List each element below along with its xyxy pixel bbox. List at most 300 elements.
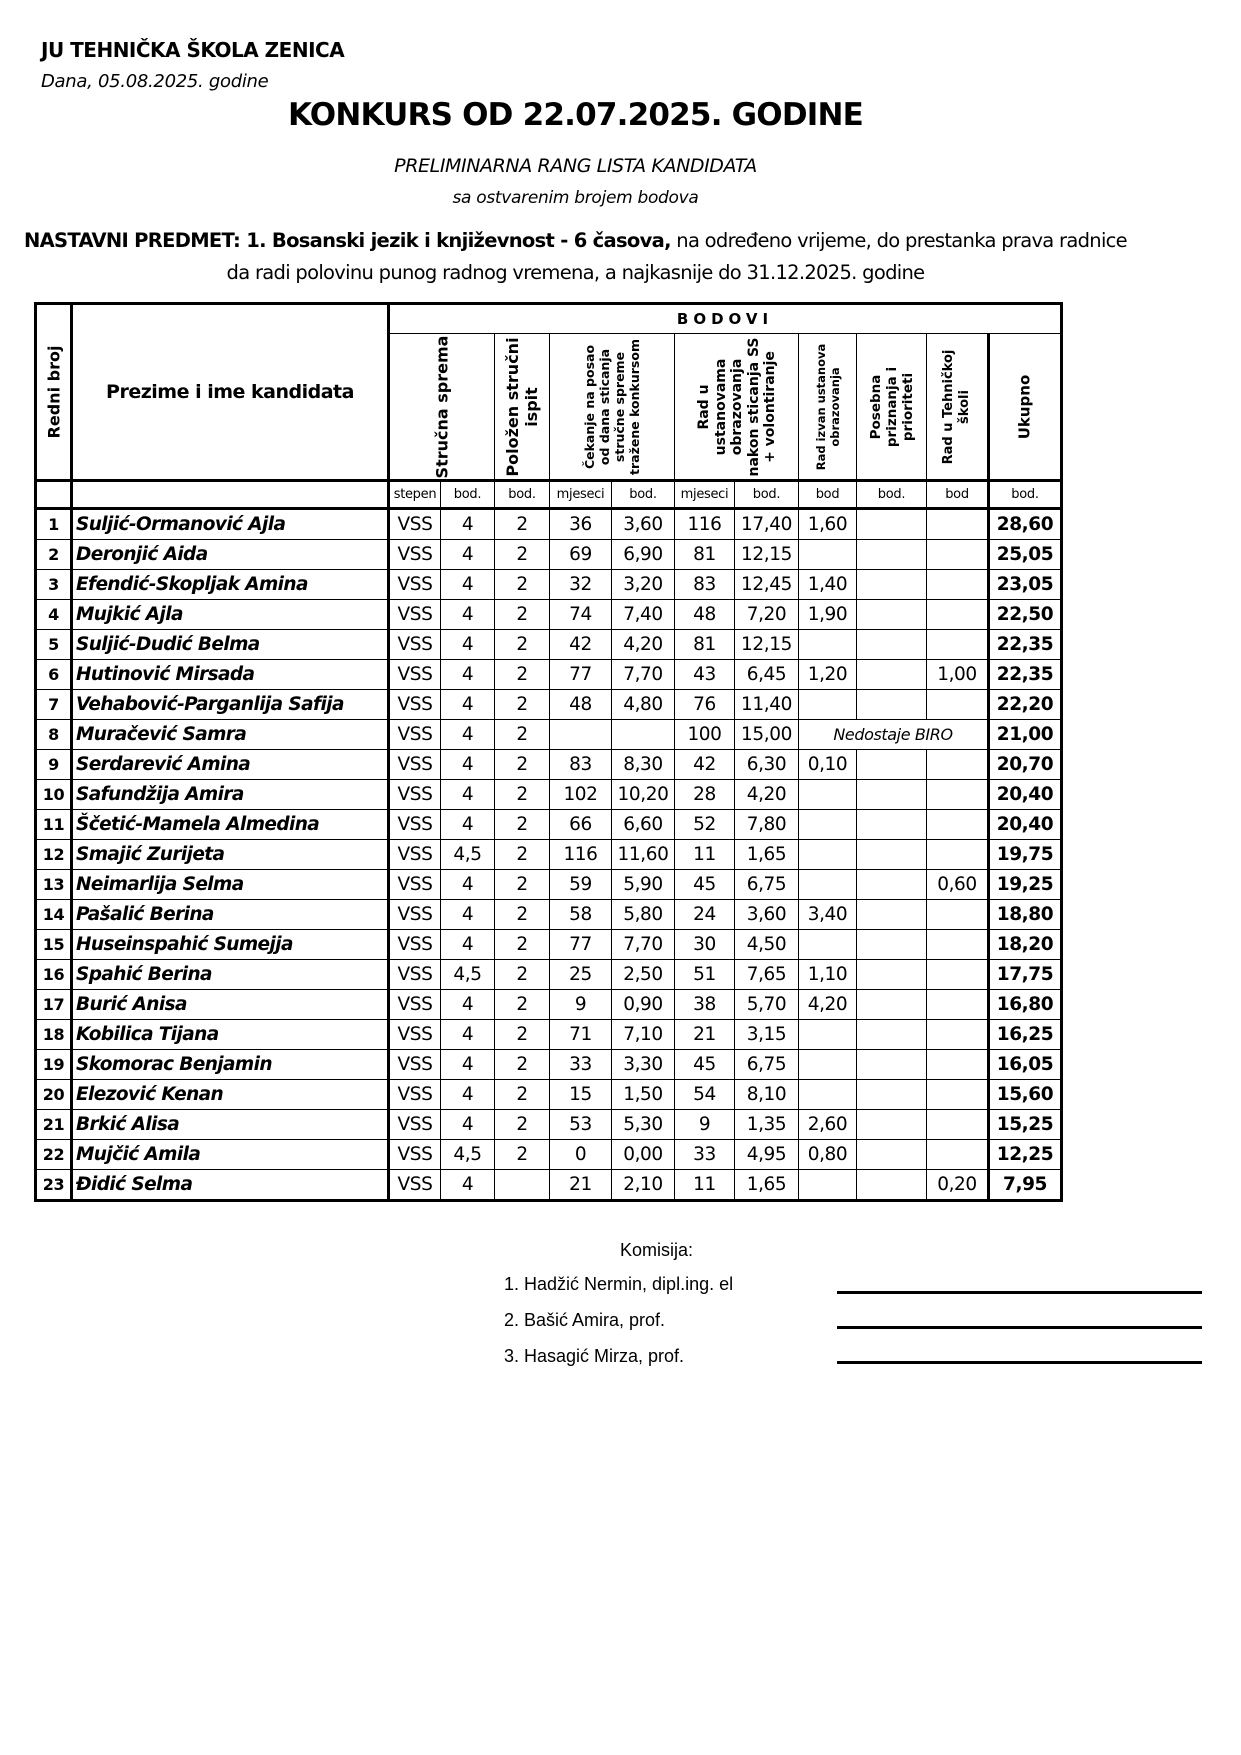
cell-posebna-bod bbox=[857, 600, 927, 630]
unit-empty-2 bbox=[72, 481, 389, 509]
cell-rad-bod: 8,10 bbox=[735, 1080, 799, 1110]
cell-rad-bod: 12,15 bbox=[735, 630, 799, 660]
cell-strucna-bod: 4,5 bbox=[441, 1140, 495, 1170]
cell-strucna-bod: 4 bbox=[441, 690, 495, 720]
cell-ukupno: 15,60 bbox=[989, 1080, 1062, 1110]
cell-cekanje-bod: 8,30 bbox=[612, 750, 675, 780]
cell-izvan-bod bbox=[799, 780, 857, 810]
cell-ukupno: 17,75 bbox=[989, 960, 1062, 990]
page-title bbox=[0, 97, 1241, 133]
row-number: 5 bbox=[36, 630, 72, 660]
subject-line-wrap bbox=[24, 229, 1127, 252]
header-cekanje-line4: tražene konkursom bbox=[627, 338, 642, 475]
table-row bbox=[36, 870, 1062, 900]
row-number: 8 bbox=[36, 720, 72, 750]
cell-stepen: VSS bbox=[389, 540, 441, 570]
cell-rad-mjeseci: 100 bbox=[675, 720, 735, 750]
cell-ispit-bod: 2 bbox=[495, 600, 550, 630]
cell-stepen: VSS bbox=[389, 840, 441, 870]
cell-ispit-bod: 2 bbox=[495, 720, 550, 750]
cell-stepen: VSS bbox=[389, 570, 441, 600]
table-row bbox=[36, 630, 1062, 660]
row-number: 14 bbox=[36, 900, 72, 930]
cell-strucna-bod: 4 bbox=[441, 750, 495, 780]
cell-izvan-bod bbox=[799, 540, 857, 570]
candidate-name: Serdarević Amina bbox=[72, 750, 389, 780]
cell-cekanje-bod: 7,10 bbox=[612, 1020, 675, 1050]
cell-strucna-bod: 4 bbox=[441, 570, 495, 600]
cell-ispit-bod: 2 bbox=[495, 540, 550, 570]
cell-rad-bod: 1,65 bbox=[735, 840, 799, 870]
subtitle-text: PRELIMINARNA RANG LISTA KANDIDATA bbox=[394, 155, 757, 177]
cell-tehnicka-bod: 0,60 bbox=[927, 870, 989, 900]
ranking-table bbox=[34, 302, 1063, 1202]
header-polozen-ispit bbox=[495, 334, 550, 481]
cell-rad-mjeseci: 52 bbox=[675, 810, 735, 840]
header-polozen-line1: Položen stručni bbox=[503, 336, 522, 477]
row-number: 7 bbox=[36, 690, 72, 720]
cell-ukupno: 20,40 bbox=[989, 780, 1062, 810]
cell-ispit-bod: 2 bbox=[495, 660, 550, 690]
cell-cekanje-bod: 7,40 bbox=[612, 600, 675, 630]
cell-posebna-bod bbox=[857, 1140, 927, 1170]
subject-bold: NASTAVNI PREDMET: 1. Bosanski jezik i književnost - 6 časova, bbox=[24, 229, 671, 252]
header-ts-line2: školi bbox=[957, 389, 972, 424]
unit-cekanje-bod: bod. bbox=[612, 481, 675, 509]
cell-cekanje-mjeseci: 0 bbox=[550, 1140, 612, 1170]
cell-cekanje-bod: 0,00 bbox=[612, 1140, 675, 1170]
cell-strucna-bod: 4 bbox=[441, 1170, 495, 1201]
table-row bbox=[36, 1020, 1062, 1050]
table-row bbox=[36, 780, 1062, 810]
subtitle-secondary bbox=[0, 188, 1241, 208]
row-number: 20 bbox=[36, 1080, 72, 1110]
cell-rad-bod: 6,75 bbox=[735, 870, 799, 900]
table-row bbox=[36, 900, 1062, 930]
cell-ukupno: 23,05 bbox=[989, 570, 1062, 600]
cell-izvan-bod bbox=[799, 870, 857, 900]
cell-cekanje-mjeseci bbox=[550, 720, 612, 750]
cell-rad-bod: 1,65 bbox=[735, 1170, 799, 1201]
cell-tehnicka-bod bbox=[927, 540, 989, 570]
cell-ispit-bod: 2 bbox=[495, 990, 550, 1020]
cell-cekanje-mjeseci: 9 bbox=[550, 990, 612, 1020]
cell-posebna-bod bbox=[857, 750, 927, 780]
cell-posebna-bod bbox=[857, 690, 927, 720]
cell-posebna-bod bbox=[857, 630, 927, 660]
cell-cekanje-mjeseci: 33 bbox=[550, 1050, 612, 1080]
table-row bbox=[36, 1080, 1062, 1110]
table-row bbox=[36, 1050, 1062, 1080]
candidate-name: Spahić Berina bbox=[72, 960, 389, 990]
cell-cekanje-bod: 4,80 bbox=[612, 690, 675, 720]
candidate-name: Suljić-Ormanović Ajla bbox=[72, 509, 389, 540]
table-row bbox=[36, 540, 1062, 570]
header-rad-line5: + volontiranje bbox=[761, 350, 778, 463]
signature-line-1 bbox=[837, 1291, 1202, 1294]
cell-izvan-bod: 1,60 bbox=[799, 509, 857, 540]
cell-stepen: VSS bbox=[389, 1020, 441, 1050]
header-redni-broj-text: Redni broj bbox=[44, 345, 63, 439]
cell-tehnicka-bod bbox=[927, 509, 989, 540]
cell-stepen: VSS bbox=[389, 690, 441, 720]
header-name: Prezime i ime kandidata bbox=[72, 304, 389, 481]
cell-ispit-bod: 2 bbox=[495, 509, 550, 540]
subject-rest: na određeno vrijeme, do prestanka prava radnice bbox=[670, 229, 1127, 252]
cell-rad-mjeseci: 83 bbox=[675, 570, 735, 600]
unit-posebna-bod: bod. bbox=[857, 481, 927, 509]
candidate-name: Neimarlija Selma bbox=[72, 870, 389, 900]
cell-strucna-bod: 4 bbox=[441, 660, 495, 690]
cell-tehnicka-bod bbox=[927, 600, 989, 630]
cell-stepen: VSS bbox=[389, 1140, 441, 1170]
cell-izvan-bod: 1,10 bbox=[799, 960, 857, 990]
title-text: KONKURS OD 22.07.2025. GODINE bbox=[287, 97, 864, 133]
cell-tehnicka-bod bbox=[927, 840, 989, 870]
candidate-name: Hutinović Mirsada bbox=[72, 660, 389, 690]
cell-ukupno: 18,20 bbox=[989, 930, 1062, 960]
cell-ispit-bod: 2 bbox=[495, 1050, 550, 1080]
cell-posebna-bod bbox=[857, 840, 927, 870]
header-bodovi: BODOVI bbox=[389, 304, 1062, 334]
cell-rad-mjeseci: 76 bbox=[675, 690, 735, 720]
row-number: 22 bbox=[36, 1140, 72, 1170]
cell-ukupno: 22,20 bbox=[989, 690, 1062, 720]
cell-rad-mjeseci: 30 bbox=[675, 930, 735, 960]
row-number: 10 bbox=[36, 780, 72, 810]
header-cekanje-line2: od dana sticanja bbox=[597, 348, 612, 465]
cell-cekanje-bod bbox=[612, 720, 675, 750]
cell-izvan-bod: 0,10 bbox=[799, 750, 857, 780]
cell-ispit-bod: 2 bbox=[495, 570, 550, 600]
cell-tehnicka-bod bbox=[927, 1110, 989, 1140]
cell-cekanje-mjeseci: 77 bbox=[550, 660, 612, 690]
cell-strucna-bod: 4 bbox=[441, 900, 495, 930]
cell-rad-bod: 5,70 bbox=[735, 990, 799, 1020]
header-izvan-line2: obrazovanja bbox=[827, 366, 842, 447]
cell-rad-bod: 12,45 bbox=[735, 570, 799, 600]
header-rad-line1: Rad u bbox=[695, 383, 712, 430]
cell-ukupno: 16,05 bbox=[989, 1050, 1062, 1080]
cell-cekanje-mjeseci: 102 bbox=[550, 780, 612, 810]
cell-cekanje-mjeseci: 32 bbox=[550, 570, 612, 600]
cell-rad-bod: 4,50 bbox=[735, 930, 799, 960]
cell-ispit-bod: 2 bbox=[495, 1140, 550, 1170]
header-rad-izvan bbox=[799, 334, 857, 481]
row-number: 3 bbox=[36, 570, 72, 600]
commission-label: Komisija: bbox=[620, 1240, 694, 1260]
cell-cekanje-mjeseci: 59 bbox=[550, 870, 612, 900]
cell-tehnicka-bod bbox=[927, 990, 989, 1020]
cell-stepen: VSS bbox=[389, 990, 441, 1020]
candidate-name: Burić Anisa bbox=[72, 990, 389, 1020]
cell-izvan-bod: 2,60 bbox=[799, 1110, 857, 1140]
cell-rad-bod: 15,00 bbox=[735, 720, 799, 750]
header-cekanje-line1: Čekanje na posao bbox=[582, 344, 597, 469]
table-row bbox=[36, 1170, 1062, 1201]
cell-cekanje-mjeseci: 42 bbox=[550, 630, 612, 660]
candidate-name: Đidić Selma bbox=[72, 1170, 389, 1201]
table-row bbox=[36, 1110, 1062, 1140]
cell-cekanje-bod: 3,30 bbox=[612, 1050, 675, 1080]
cell-ukupno: 19,75 bbox=[989, 840, 1062, 870]
cell-ispit-bod: 2 bbox=[495, 630, 550, 660]
header-strucna-sprema-text: Stručna sprema bbox=[432, 335, 452, 478]
table-row bbox=[36, 720, 1062, 750]
cell-rad-bod: 6,75 bbox=[735, 1050, 799, 1080]
cell-stepen: VSS bbox=[389, 750, 441, 780]
cell-cekanje-bod: 2,10 bbox=[612, 1170, 675, 1201]
header-polozen-text bbox=[503, 337, 541, 476]
candidate-name: Brkić Alisa bbox=[72, 1110, 389, 1140]
cell-cekanje-mjeseci: 58 bbox=[550, 900, 612, 930]
cell-strucna-bod: 4,5 bbox=[441, 840, 495, 870]
commission-member-3: 3. Hasagić Mirza, prof. bbox=[504, 1346, 685, 1366]
cell-ispit-bod: 2 bbox=[495, 1110, 550, 1140]
header-izvan-text bbox=[814, 343, 842, 470]
unit-empty-1 bbox=[36, 481, 72, 509]
cell-rad-mjeseci: 11 bbox=[675, 840, 735, 870]
cell-ukupno: 19,25 bbox=[989, 870, 1062, 900]
cell-ispit-bod: 2 bbox=[495, 690, 550, 720]
cell-rad-bod: 1,35 bbox=[735, 1110, 799, 1140]
table-row bbox=[36, 750, 1062, 780]
cell-rad-mjeseci: 38 bbox=[675, 990, 735, 1020]
row-number: 11 bbox=[36, 810, 72, 840]
cell-rad-bod: 3,60 bbox=[735, 900, 799, 930]
cell-strucna-bod: 4 bbox=[441, 990, 495, 1020]
subject-line-2-text: da radi polovinu punog radnog vremena, a najkasnije do 31.12.2025. godine bbox=[226, 261, 925, 284]
cell-tehnicka-bod bbox=[927, 1080, 989, 1110]
cell-posebna-bod bbox=[857, 1080, 927, 1110]
signature-line-3 bbox=[837, 1361, 1202, 1364]
header-posebna-line3: prioriteti bbox=[899, 372, 916, 441]
cell-stepen: VSS bbox=[389, 780, 441, 810]
cell-cekanje-bod: 2,50 bbox=[612, 960, 675, 990]
cell-ispit-bod: 2 bbox=[495, 870, 550, 900]
cell-cekanje-bod: 3,20 bbox=[612, 570, 675, 600]
cell-ispit-bod: 2 bbox=[495, 840, 550, 870]
cell-cekanje-bod: 6,90 bbox=[612, 540, 675, 570]
cell-tehnicka-bod: 0,20 bbox=[927, 1170, 989, 1201]
cell-ukupno: 21,00 bbox=[989, 720, 1062, 750]
cell-izvan-bod: 3,40 bbox=[799, 900, 857, 930]
header-redni-broj bbox=[36, 304, 72, 481]
cell-izvan-bod: 0,80 bbox=[799, 1140, 857, 1170]
cell-posebna-bod bbox=[857, 1020, 927, 1050]
header-posebna-text bbox=[868, 366, 916, 446]
row-number: 18 bbox=[36, 1020, 72, 1050]
cell-stepen: VSS bbox=[389, 930, 441, 960]
cell-strucna-bod: 4 bbox=[441, 720, 495, 750]
cell-tehnicka-bod bbox=[927, 780, 989, 810]
row-number: 17 bbox=[36, 990, 72, 1020]
cell-cekanje-bod: 7,70 bbox=[612, 660, 675, 690]
cell-ispit-bod: 2 bbox=[495, 780, 550, 810]
header-strucna-sprema bbox=[389, 334, 495, 481]
cell-ukupno: 22,35 bbox=[989, 660, 1062, 690]
cell-posebna-bod bbox=[857, 990, 927, 1020]
cell-izvan-bod bbox=[799, 840, 857, 870]
cell-ukupno: 25,05 bbox=[989, 540, 1062, 570]
cell-cekanje-mjeseci: 71 bbox=[550, 1020, 612, 1050]
cell-cekanje-mjeseci: 36 bbox=[550, 509, 612, 540]
cell-cekanje-bod: 4,20 bbox=[612, 630, 675, 660]
table-row bbox=[36, 660, 1062, 690]
cell-izvan-bod: 1,90 bbox=[799, 600, 857, 630]
candidate-name: Kobilica Tijana bbox=[72, 1020, 389, 1050]
cell-cekanje-mjeseci: 74 bbox=[550, 600, 612, 630]
cell-posebna-bod bbox=[857, 900, 927, 930]
row-number: 12 bbox=[36, 840, 72, 870]
cell-rad-mjeseci: 54 bbox=[675, 1080, 735, 1110]
cell-izvan-bod bbox=[799, 1050, 857, 1080]
cell-strucna-bod: 4,5 bbox=[441, 960, 495, 990]
unit-izvan-bod: bod bbox=[799, 481, 857, 509]
candidate-name: Muračević Samra bbox=[72, 720, 389, 750]
document-date: Dana, 05.08.2025. godine bbox=[41, 71, 269, 92]
unit-rad-mjeseci: mjeseci bbox=[675, 481, 735, 509]
header-ukupno bbox=[989, 334, 1062, 481]
row-number: 19 bbox=[36, 1050, 72, 1080]
cell-posebna-bod bbox=[857, 960, 927, 990]
table-row bbox=[36, 690, 1062, 720]
cell-stepen: VSS bbox=[389, 870, 441, 900]
cell-ispit-bod: 2 bbox=[495, 960, 550, 990]
cell-stepen: VSS bbox=[389, 810, 441, 840]
cell-izvan-bod: 1,40 bbox=[799, 570, 857, 600]
cell-rad-bod: 4,20 bbox=[735, 780, 799, 810]
cell-posebna-bod bbox=[857, 1110, 927, 1140]
cell-cekanje-bod: 5,80 bbox=[612, 900, 675, 930]
subtitle-secondary-text: sa ostvarenim brojem bodova bbox=[452, 188, 699, 208]
header-cekanje-line3: stručne spreme bbox=[612, 351, 627, 462]
header-posebna-line2: priznanja i bbox=[883, 366, 900, 447]
header-rad-u-ustanovama bbox=[675, 334, 799, 481]
header-polozen-line2: ispit bbox=[522, 386, 541, 427]
cell-izvan-bod bbox=[799, 810, 857, 840]
cell-ukupno: 20,40 bbox=[989, 810, 1062, 840]
subject-line-2 bbox=[0, 261, 1241, 284]
cell-cekanje-bod: 0,90 bbox=[612, 990, 675, 1020]
cell-cekanje-bod: 10,20 bbox=[612, 780, 675, 810]
cell-ukupno: 22,50 bbox=[989, 600, 1062, 630]
subtitle bbox=[0, 155, 1241, 177]
candidate-name: Safundžija Amira bbox=[72, 780, 389, 810]
cell-cekanje-mjeseci: 25 bbox=[550, 960, 612, 990]
row-number: 6 bbox=[36, 660, 72, 690]
cell-cekanje-bod: 5,30 bbox=[612, 1110, 675, 1140]
table-row bbox=[36, 570, 1062, 600]
cell-cekanje-mjeseci: 48 bbox=[550, 690, 612, 720]
table-row bbox=[36, 990, 1062, 1020]
cell-strucna-bod: 4 bbox=[441, 810, 495, 840]
cell-cekanje-bod: 11,60 bbox=[612, 840, 675, 870]
cell-ukupno: 18,80 bbox=[989, 900, 1062, 930]
cell-ukupno: 12,25 bbox=[989, 1140, 1062, 1170]
cell-izvan-bod bbox=[799, 1080, 857, 1110]
row-number: 9 bbox=[36, 750, 72, 780]
cell-rad-bod: 7,80 bbox=[735, 810, 799, 840]
cell-tehnicka-bod bbox=[927, 900, 989, 930]
cell-posebna-bod bbox=[857, 780, 927, 810]
cell-posebna-bod bbox=[857, 509, 927, 540]
cell-posebna-bod bbox=[857, 1170, 927, 1201]
header-ts-text bbox=[941, 349, 973, 464]
unit-stepen: stepen bbox=[389, 481, 441, 509]
cell-tehnicka-bod bbox=[927, 810, 989, 840]
table-row bbox=[36, 930, 1062, 960]
cell-cekanje-bod: 1,50 bbox=[612, 1080, 675, 1110]
cell-rad-bod: 7,20 bbox=[735, 600, 799, 630]
cell-ukupno: 15,25 bbox=[989, 1110, 1062, 1140]
cell-stepen: VSS bbox=[389, 720, 441, 750]
cell-tehnicka-bod: 1,00 bbox=[927, 660, 989, 690]
cell-stepen: VSS bbox=[389, 1050, 441, 1080]
cell-cekanje-mjeseci: 66 bbox=[550, 810, 612, 840]
cell-strucna-bod: 4 bbox=[441, 930, 495, 960]
table-row bbox=[36, 600, 1062, 630]
commission-member-1: 1. Hadžić Nermin, dipl.ing. el bbox=[504, 1274, 734, 1294]
row-number: 23 bbox=[36, 1170, 72, 1201]
cell-stepen: VSS bbox=[389, 1110, 441, 1140]
cell-strucna-bod: 4 bbox=[441, 540, 495, 570]
header-rad-line2: ustanovama bbox=[711, 358, 728, 455]
header-izvan-line1: Rad izvan ustanova bbox=[813, 343, 828, 470]
cell-rad-bod: 7,65 bbox=[735, 960, 799, 990]
school-name: JU TEHNIČKA ŠKOLA ZENICA bbox=[41, 38, 345, 62]
cell-posebna-bod bbox=[857, 660, 927, 690]
cell-cekanje-mjeseci: 21 bbox=[550, 1170, 612, 1201]
subject-line bbox=[0, 229, 1241, 252]
cell-rad-mjeseci: 21 bbox=[675, 1020, 735, 1050]
cell-cekanje-mjeseci: 83 bbox=[550, 750, 612, 780]
table-row bbox=[36, 960, 1062, 990]
cell-posebna-bod bbox=[857, 930, 927, 960]
unit-ts-bod: bod bbox=[927, 481, 989, 509]
header-rad-line4: nakon sticanja SS bbox=[744, 336, 761, 477]
unit-ispit-bod: bod. bbox=[495, 481, 550, 509]
cell-izvan-bod bbox=[799, 1170, 857, 1201]
unit-ss-bod: bod. bbox=[441, 481, 495, 509]
header-ts-line1: Rad u Tehničkoj bbox=[941, 349, 956, 464]
cell-tehnicka-bod bbox=[927, 690, 989, 720]
cell-stepen: VSS bbox=[389, 600, 441, 630]
cell-strucna-bod: 4 bbox=[441, 870, 495, 900]
cell-strucna-bod: 4 bbox=[441, 509, 495, 540]
cell-cekanje-bod: 3,60 bbox=[612, 509, 675, 540]
cell-posebna-bod bbox=[857, 570, 927, 600]
cell-izvan-bod bbox=[799, 1020, 857, 1050]
cell-stepen: VSS bbox=[389, 1080, 441, 1110]
cell-ispit-bod: 2 bbox=[495, 1080, 550, 1110]
cell-rad-mjeseci: 45 bbox=[675, 870, 735, 900]
candidate-name: Vehabović-Parganlija Safija bbox=[72, 690, 389, 720]
cell-strucna-bod: 4 bbox=[441, 630, 495, 660]
candidate-name: Deronjić Aida bbox=[72, 540, 389, 570]
cell-strucna-bod: 4 bbox=[441, 1050, 495, 1080]
candidate-name: Suljić-Dudić Belma bbox=[72, 630, 389, 660]
cell-rad-bod: 6,30 bbox=[735, 750, 799, 780]
cell-ukupno: 7,95 bbox=[989, 1170, 1062, 1201]
table-row bbox=[36, 810, 1062, 840]
row-number: 2 bbox=[36, 540, 72, 570]
cell-cekanje-bod: 5,90 bbox=[612, 870, 675, 900]
cell-ispit-bod: 2 bbox=[495, 930, 550, 960]
cell-rad-bod: 6,45 bbox=[735, 660, 799, 690]
cell-rad-mjeseci: 45 bbox=[675, 1050, 735, 1080]
cell-rad-mjeseci: 42 bbox=[675, 750, 735, 780]
